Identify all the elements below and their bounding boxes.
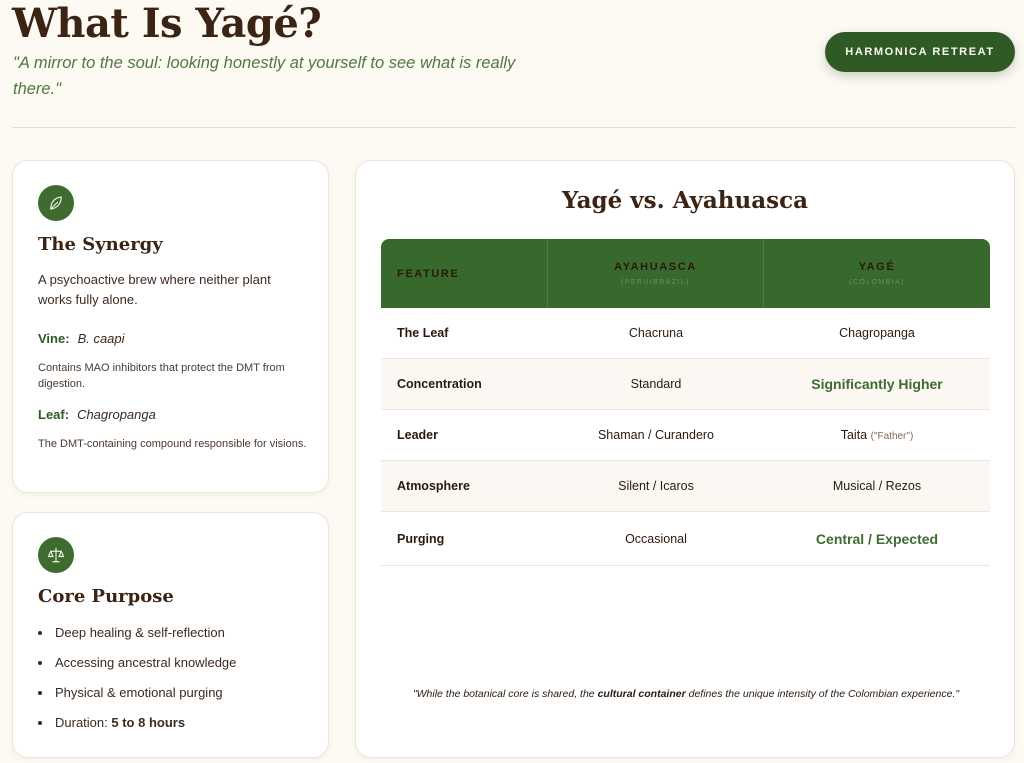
leaf-row	[38, 407, 156, 422]
table-row	[381, 512, 990, 566]
cell-ayahuasca: Shaman / Curandero	[597, 428, 715, 442]
cell-ayahuasca: Standard	[630, 377, 682, 391]
table-header	[381, 239, 990, 308]
column-header-label: AYAHUASCA	[614, 261, 697, 273]
synergy-title: The Synergy	[38, 234, 163, 255]
quote-emphasis: cultural container	[597, 688, 686, 700]
vine-row	[38, 331, 125, 346]
header-divider	[12, 127, 1015, 128]
scale-icon	[38, 537, 74, 573]
table-row	[381, 359, 990, 410]
list-item-duration	[38, 713, 236, 743]
core-purpose-title: Core Purpose	[38, 586, 174, 607]
column-header-sub: (PERU/BRAZIL)	[621, 279, 690, 286]
synergy-description: A psychoactive brew where neither plant works fully alone.	[38, 272, 271, 307]
comparison-title: Yagé vs. Ayahuasca	[562, 187, 808, 214]
page-subtitle-quote: "A mirror to the soul: looking honestly at yourself to see what is really there."	[13, 54, 516, 98]
vine-label: Vine:	[38, 331, 70, 346]
cell-ayahuasca: Silent / Icaros	[618, 479, 694, 493]
leaf-icon	[38, 185, 74, 221]
page-title: What Is Yagé?	[12, 0, 322, 47]
column-header-label: YAGÉ	[858, 261, 896, 273]
harmonica-retreat-button[interactable]: HARMONICA RETREAT	[825, 32, 1015, 72]
cell-yage: Chagropanga	[839, 326, 915, 340]
cell-ayahuasca: Chacruna	[628, 326, 684, 340]
table-body	[381, 308, 990, 566]
cell-yage-note: ("Father")	[870, 431, 914, 442]
leaf-value: Chagropanga	[77, 407, 156, 422]
vine-note: Contains MAO inhibitors that protect the DMT from digestion.	[38, 362, 285, 390]
column-header-yage	[764, 239, 990, 308]
duration-label: Duration:	[55, 715, 108, 730]
cell-ayahuasca: Occasional	[625, 531, 687, 546]
cell-feature: Atmosphere	[397, 479, 470, 493]
cell-feature: Leader	[397, 428, 438, 442]
quote-prefix: "While the botanical core is shared, the	[412, 688, 598, 700]
list-item: Deep healing & self-reflection	[38, 623, 236, 653]
cell-yage: Musical / Rezos	[832, 479, 922, 493]
column-header-label: FEATURE	[397, 267, 460, 280]
leaf-note: The DMT-containing compound responsible for visions.	[38, 438, 307, 450]
leaf-label: Leaf:	[38, 407, 70, 422]
table-row	[381, 308, 990, 359]
core-purpose-card	[12, 512, 329, 758]
cell-yage	[764, 428, 990, 442]
cell-feature: Concentration	[397, 377, 482, 391]
cell-feature: The Leaf	[397, 326, 449, 340]
cell-yage: Central / Expected	[815, 530, 939, 547]
cell-yage-text: Taita	[840, 428, 868, 442]
synergy-card	[12, 160, 329, 493]
quote-suffix: defines the unique intensity of the Colombian experience."	[685, 688, 960, 700]
column-header-sub: (COLOMBIA)	[849, 279, 905, 286]
list-item: Physical & emotional purging	[38, 683, 236, 713]
duration-value: 5 to 8 hours	[111, 715, 186, 730]
column-header-feature	[381, 239, 548, 308]
purpose-list	[38, 623, 236, 743]
comparison-card	[355, 160, 1015, 758]
table-row	[381, 461, 990, 512]
cell-feature: Purging	[397, 531, 445, 546]
column-header-ayahuasca	[548, 239, 764, 308]
cell-yage: Significantly Higher	[811, 376, 943, 392]
list-item: Accessing ancestral knowledge	[38, 653, 236, 683]
comparison-quote	[406, 685, 966, 703]
table-row	[381, 410, 990, 461]
vine-value: B. caapi	[77, 331, 125, 346]
